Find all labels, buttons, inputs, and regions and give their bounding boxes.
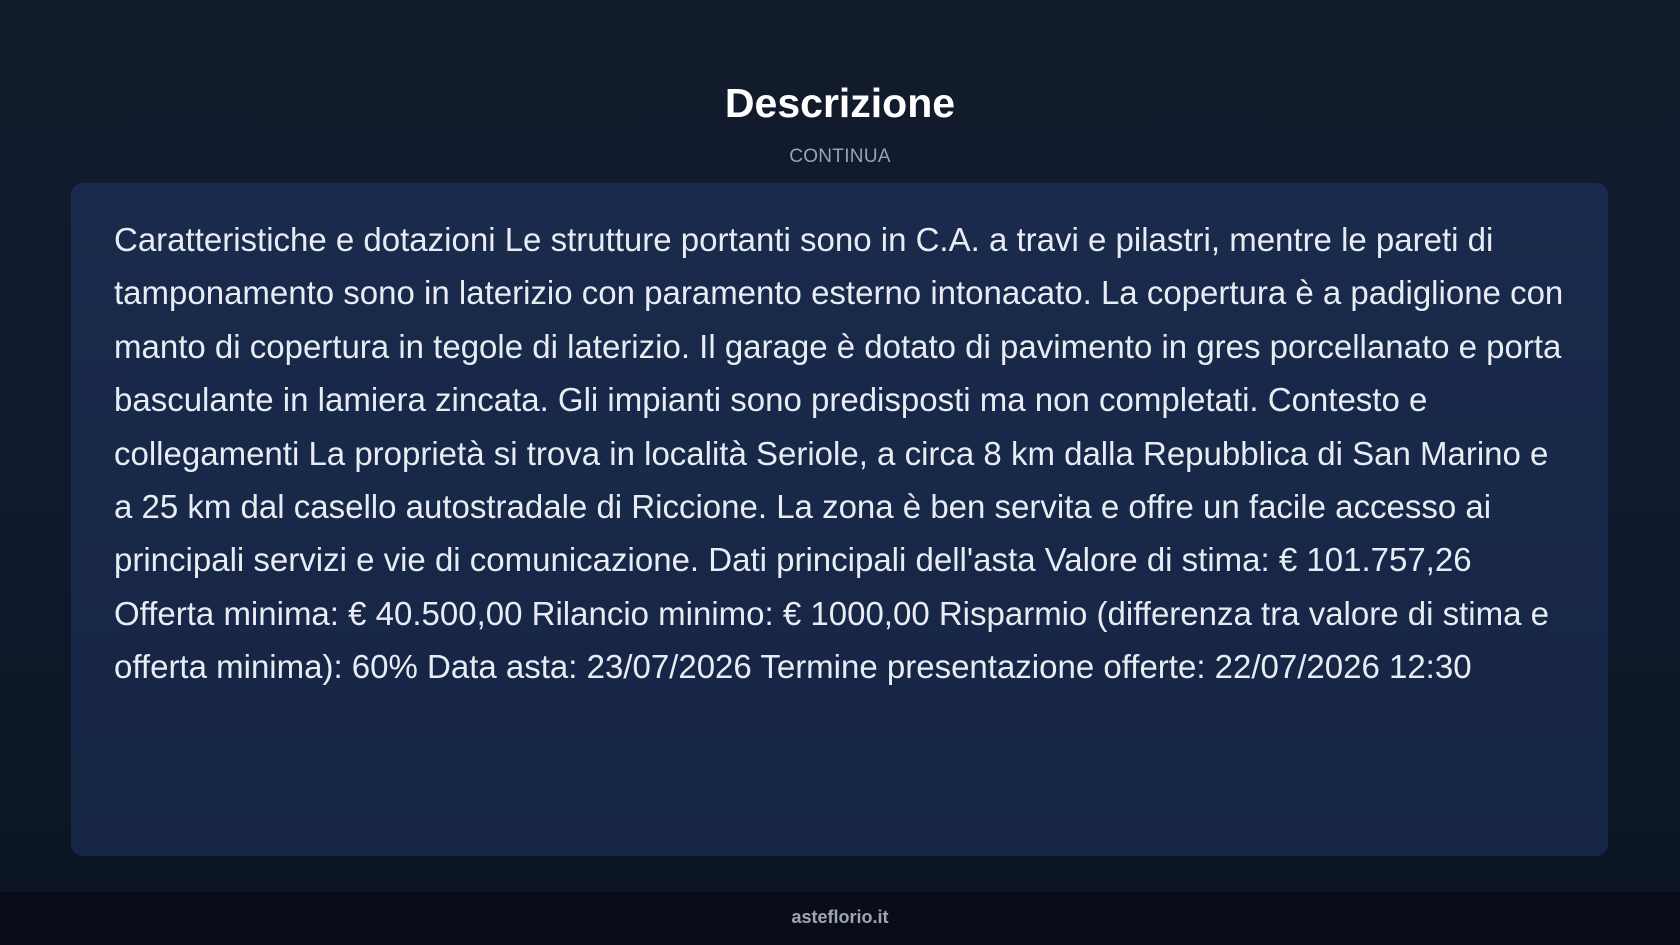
description-card xyxy=(71,183,1608,856)
description-text: Caratteristiche e dotazioni Le strutture portanti sono in C.A. a travi e pilastri, mentre le pareti di tamponamento sono in laterizio con paramento esterno intonacato. La copertura è a padiglione con manto di copertura in tegole di laterizio. Il garage è dotato di pavimento in gres porcellanato e porta basculante in lamiera zincata. Gli impianti sono predisposti ma non completati. Contesto e collegamenti La proprietà si trova in località Seriole, a circa 8 km dalla Repubblica di San Marino e a 25 km dal casello autostradale di Riccione. La zona è ben servita e offre un facile accesso ai principali servizi e vie di comunicazione. Dati principali dell'asta Valore di stima: € 101.757,26 Offerta minima: € 40.500,00 Rilancio minimo: € 1000,00 Risparmio (differenza tra valore di stima e offerta minima): 60% Data asta: 23/07/2026 Termine presentazione offerte: 22/07/2026 12:30 xyxy=(114,221,1564,686)
footer-site-name: asteflorio.it xyxy=(791,907,889,927)
page-title: Descrizione xyxy=(724,80,956,126)
footer xyxy=(0,892,1680,945)
continua-label: CONTINUA xyxy=(789,146,891,167)
